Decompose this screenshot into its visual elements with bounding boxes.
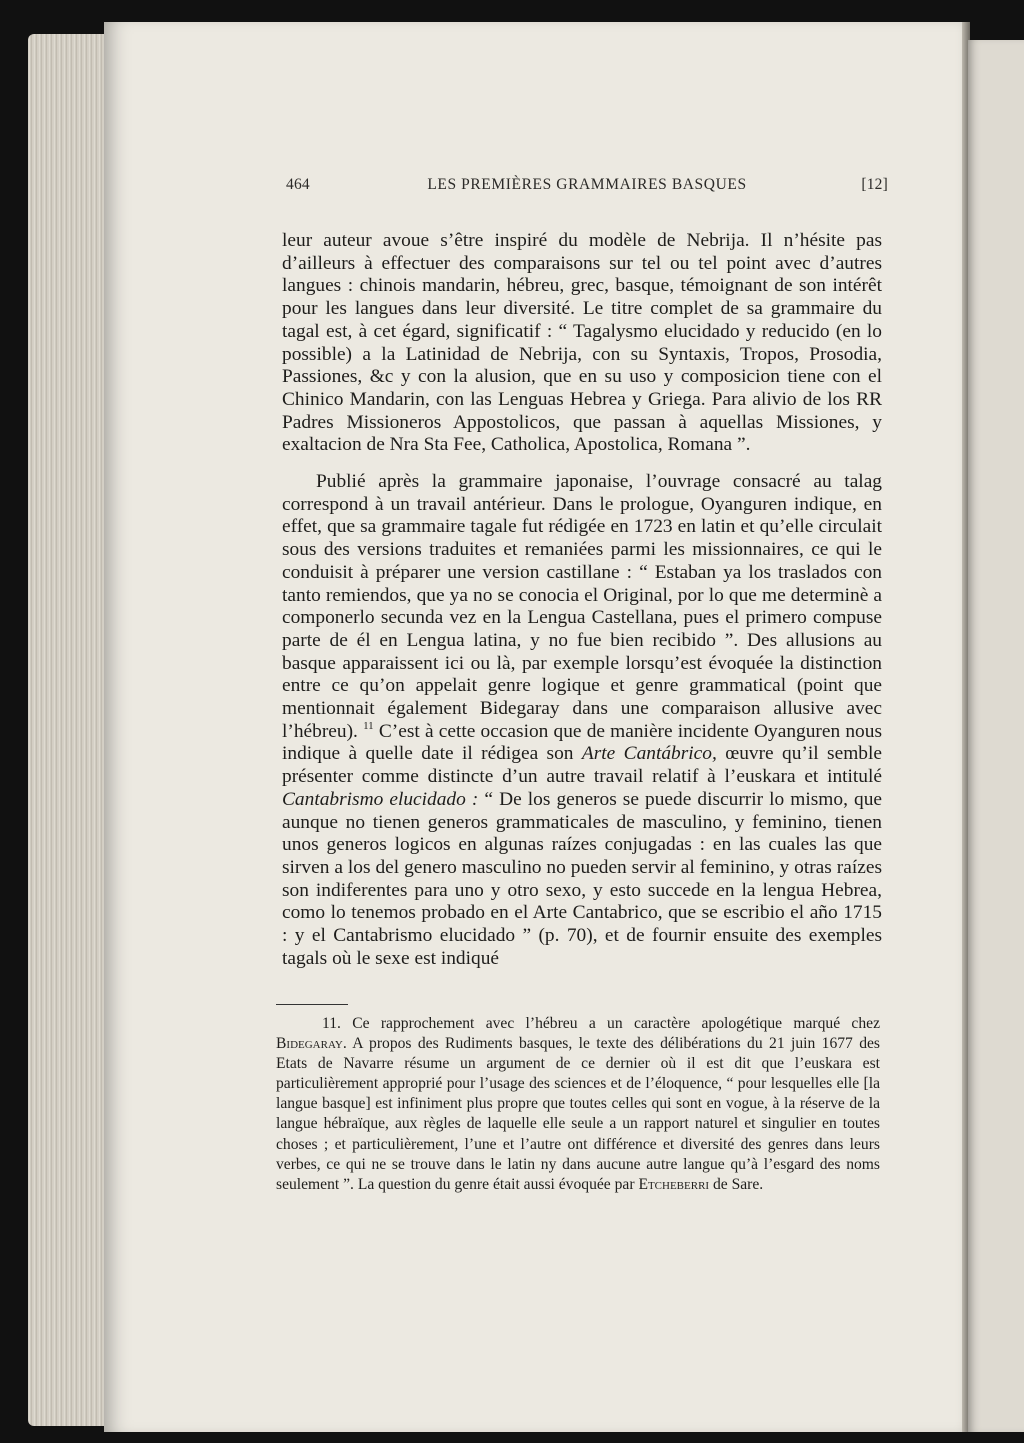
- paragraph-1: leur auteur avoue s’être inspiré du modèle de Nebrija. Il n’hésite pas d’ailleurs à effectuer des comparaisons sur tel ou tel point avec d’autres langues : chinois mandarin, hébreu, grec, basque, témoignant de son intérêt pour les langues dans leur diversité. Le titre complet de sa grammaire du tagal est, à cet égard, significatif : “ Tagalysmo elucidado y reducido (en lo possible) a la Latinidad de Nebrija, con su Syntaxis, Tropos, Prosodia, Passiones, &c y con la alusion, que en su uso y composicion tiene con el Chinico Mandarin, con las Lenguas Hebrea y Griega. Para alivio de los RR Padres Missioneros Appostolicos, que passan à aquellas Missiones, y exaltacion de Nra Sta Fee, Catholica, Apostolica, Romana ”.: [282, 230, 882, 456]
- paragraph-2-part-3: œuvre qu’il semble présenter comme distincte d’un autre travail relatif à l’euskara et intitulé: [282, 743, 882, 788]
- footnote-separator: [276, 1004, 348, 1005]
- footnote-part-2: . A propos des Rudiments basques, le texte des délibérations du 21 juin 1677 des Etats de Navarre résume un argument de ce dernier où il est dit que l’euskara est particulièrement approprié pour l’usage des sciences et de l’éloquence, “ pour lesquelles elle [la langue basque] est infiniment plus propre que toutes celles qui sont en vogue, à la réserve de la langue hébraïque, aux règles de laquelle elle seule a un rapport naturel et singulier en toutes choses ; et particulièrement, l’une et l’autre ont différence et diversité des genres dans leurs verbes, ce qui ne se trouve dans le latin ny dans aucune autre langue qu’à l’esgard des noms seulement ”. La question du genre était aussi évoquée par: [276, 1035, 880, 1193]
- author-etcheberri: Etcheberri: [638, 1175, 710, 1193]
- footnote-11: [276, 1014, 880, 1195]
- paragraph-2: [282, 471, 882, 970]
- running-title: LES PREMIÈRES GRAMMAIRES BASQUES: [427, 176, 747, 193]
- section-number: [12]: [861, 176, 888, 193]
- footnote-number: 11.: [322, 1015, 341, 1032]
- footnote-part-1: Ce rapprochement avec l’hébreu a un caractère apologétique marqué chez: [352, 1015, 880, 1032]
- paragraph-2-part-4: “ De los generos se puede discurrir lo mismo, que aunque no tienen generos grammaticales de masculino, y feminino, tienen unos generos logicos en algunas raízes conjugadas : en las cuales las que sirven a los del genero masculino no pueden servir al feminino, y otras raízes son indiferentes para uno y otro sexo, y esto succede en la lengua Hebrea, como lo tenemos probado en el Arte Cantabrico, que se escribio el año 1715 : y el Cantabrismo elucidado ” (p. 70), et de fournir ensuite des exemples tagals où le sexe est indiqué: [282, 788, 882, 969]
- page-number: 464: [286, 176, 310, 193]
- paragraph-2-part-1: Publié après la grammaire japonaise, l’ouvrage consacré au talag correspond à un travail antérieur. Dans le prologue, Oyanguren indique, en effet, que sa grammaire tagale fut rédigée en 1723 en latin et qu’elle circulait sous des versions traduites et remaniées parmi les missionnaires, ce qui le conduisit à préparer une version castillane : “ Estaban ya los traslados con tanto remiendos, que ya no se conocia el Original, por lo que me determinè a componerlo secunda vez en la Lengua Castellana, pues el primero compuse parte de él en Lengua latina, y no fue bien recibido ”. Des allusions au basque apparaissent ici ou là, par exemple lorsqu’est évoquée la distinction entre ce qu’on appelait genre logique et genre grammatical (point que mentionnait également Bidegaray dans une comparaison allusive avec l’hébreu).: [282, 471, 882, 742]
- facing-page-edge: [968, 40, 1024, 1432]
- running-header: [286, 176, 888, 198]
- footnote-part-3: de Sare.: [709, 1175, 764, 1193]
- author-bidegaray: Bidegaray: [276, 1035, 343, 1053]
- paragraph-2-part-2: C’est à cette occasion que de manière incidente Oyanguren nous indique à quelle date il rédigea son: [282, 720, 882, 765]
- footnote-reference[interactable]: 11: [363, 719, 374, 732]
- title-arte-cantabrico: Arte Cantábrico,: [581, 743, 717, 765]
- body-text: [282, 230, 882, 971]
- title-cantabrismo-elucidado: Cantabrismo elucidado :: [282, 788, 479, 810]
